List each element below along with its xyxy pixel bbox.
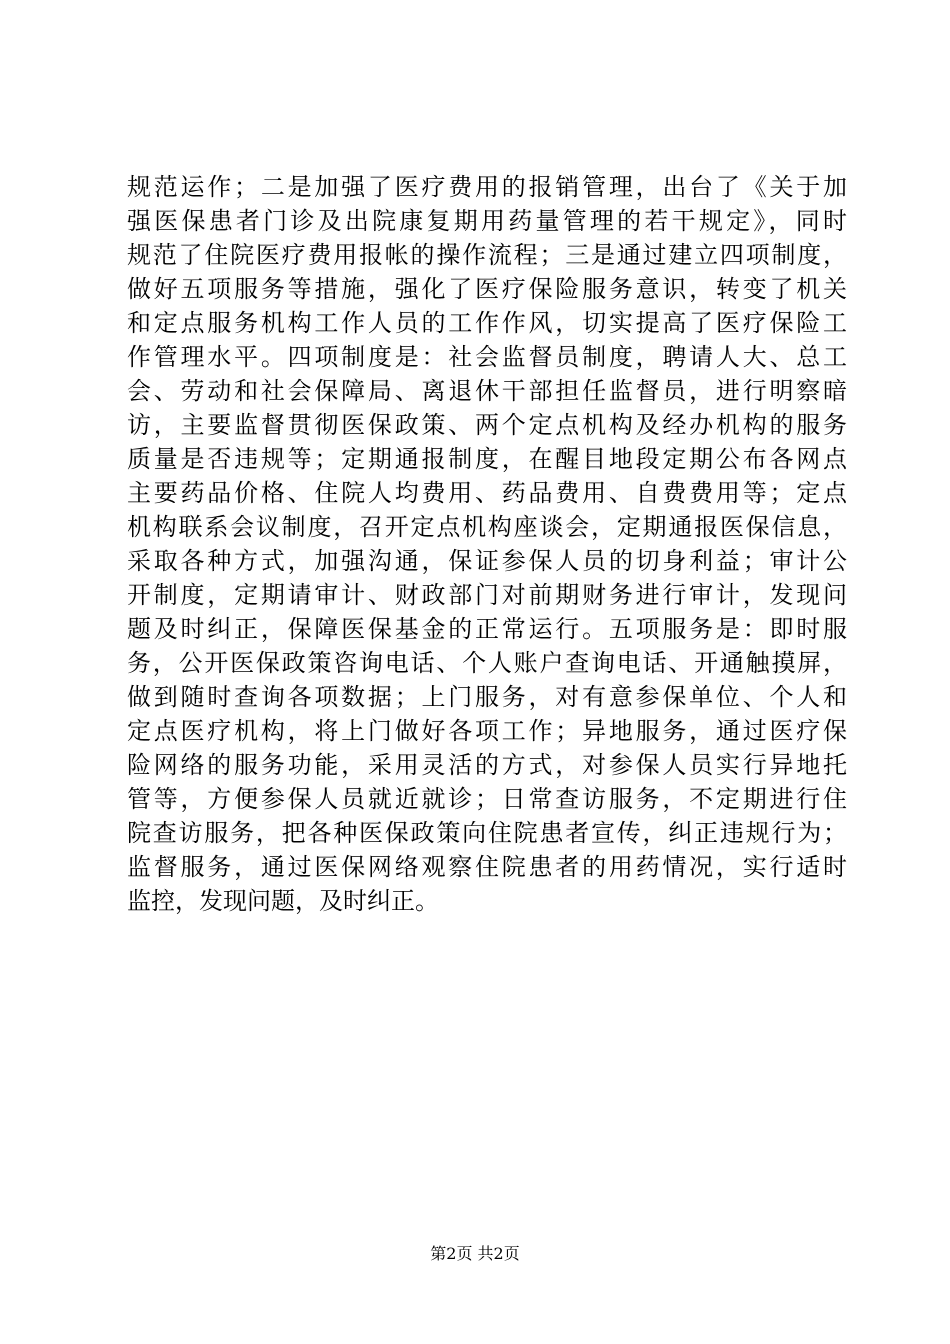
body-paragraph <box>127 170 847 918</box>
text-line: 规范运作；二是加强了医疗费用的报销管理，出台了《关于加 <box>127 173 847 201</box>
text-line: 访，主要监督贯彻医保政策、两个定点机构及经办机构的服务 <box>127 411 847 439</box>
text-line: 会、劳动和社会保障局、离退休干部担任监督员，进行明察暗 <box>127 377 847 405</box>
text-line: 题及时纠正，保障医保基金的正常运行。五项服务是：即时服 <box>127 615 847 643</box>
page-number-label: 第2页 共2页 <box>430 1244 520 1263</box>
text-line: 规范了住院医疗费用报帐的操作流程；三是通过建立四项制度， <box>127 241 847 269</box>
text-line: 管等，方便参保人员就近就诊；日常查访服务，不定期进行住 <box>127 785 847 813</box>
text-line: 险网络的服务功能，采用灵活的方式，对参保人员实行异地托 <box>127 751 847 779</box>
text-line: 做好五项服务等措施，强化了医疗保险服务意识，转变了机关 <box>127 275 847 303</box>
text-line: 定点医疗机构，将上门做好各项工作；异地服务，通过医疗保 <box>127 717 847 745</box>
text-line: 监督服务，通过医保网络观察住院患者的用药情况，实行适时 <box>127 853 847 881</box>
text-line: 务，公开医保政策咨询电话、个人账户查询电话、开通触摸屏， <box>127 649 847 677</box>
page-footer <box>0 1242 950 1266</box>
text-line: 和定点服务机构工作人员的工作作风，切实提高了医疗保险工 <box>127 309 847 337</box>
text-line: 主要药品价格、住院人均费用、药品费用、自费费用等；定点 <box>127 479 847 507</box>
text-line: 强医保患者门诊及出院康复期用药量管理的若干规定》，同时 <box>127 207 847 235</box>
text-line: 机构联系会议制度，召开定点机构座谈会，定期通报医保信息， <box>127 513 847 541</box>
text-line: 采取各种方式，加强沟通，保证参保人员的切身利益；审计公 <box>127 547 847 575</box>
text-line: 质量是否违规等；定期通报制度，在醒目地段定期公布各网点 <box>127 445 847 473</box>
text-line: 做到随时查询各项数据；上门服务，对有意参保单位、个人和 <box>127 683 847 711</box>
text-line: 开制度，定期请审计、财政部门对前期财务进行审计，发现问 <box>127 581 847 609</box>
text-line-last: 监控，发现问题，及时纠正。 <box>127 887 439 915</box>
text-line: 作管理水平。四项制度是：社会监督员制度，聘请人大、总工 <box>127 343 847 371</box>
text-line: 院查访服务，把各种医保政策向住院患者宣传，纠正违规行为； <box>127 819 847 847</box>
